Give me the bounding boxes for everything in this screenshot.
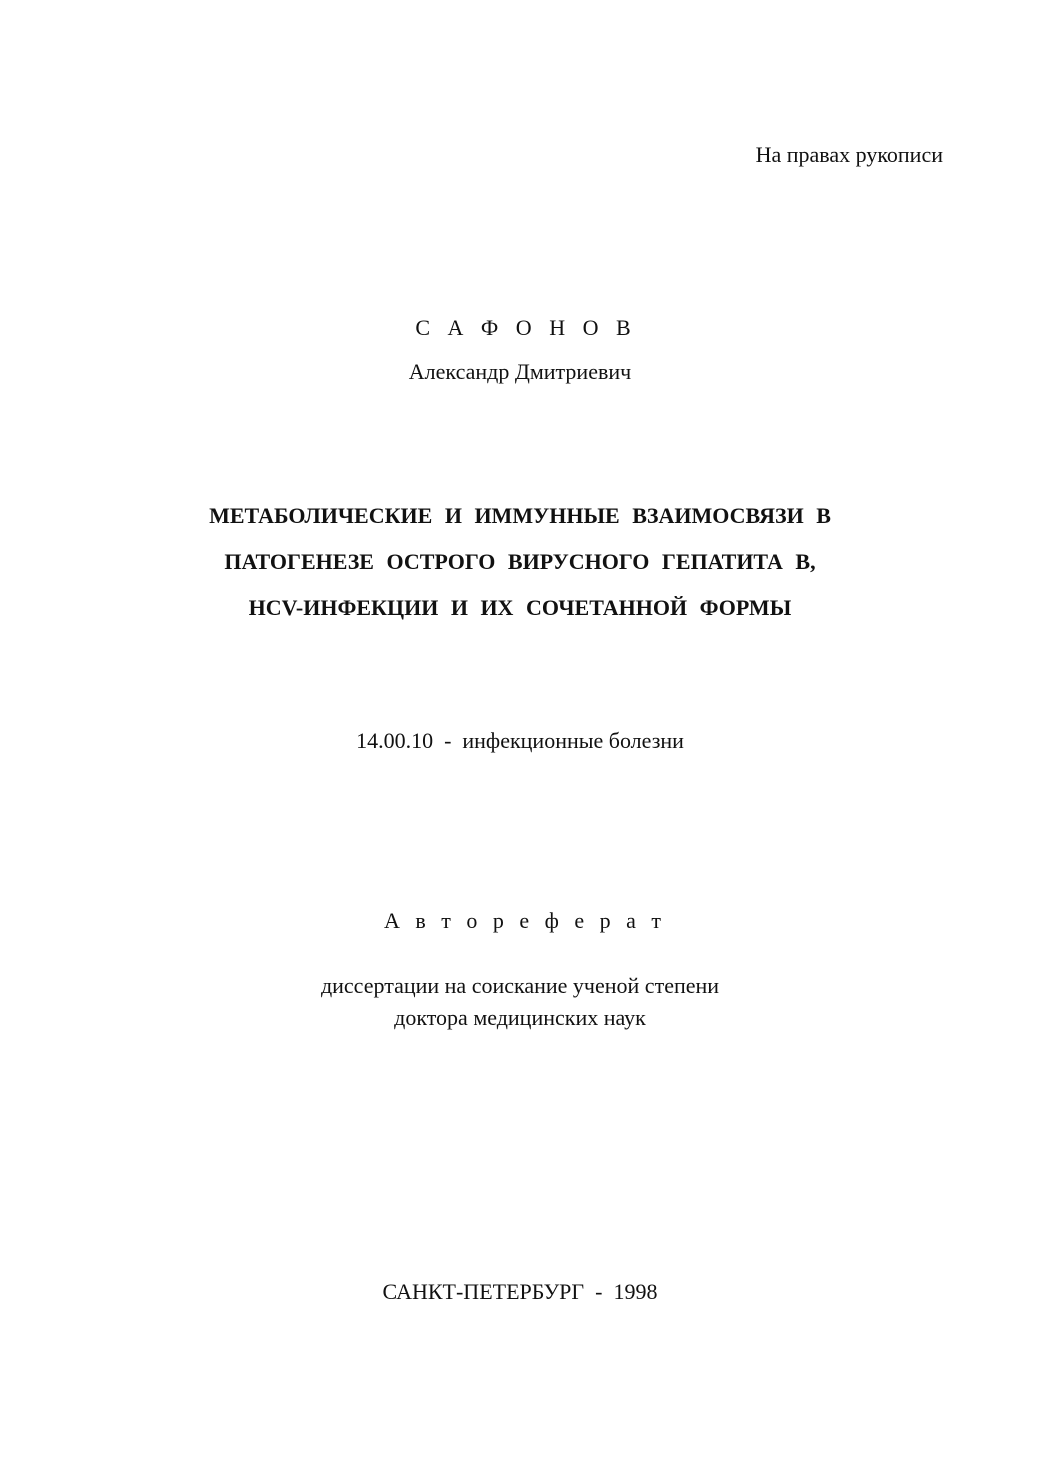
degree-line: доктора медицинских наук — [394, 1005, 646, 1030]
city-year: САНКТ-ПЕТЕРБУРГ - 1998 — [382, 1279, 658, 1304]
specialty-text: 14.00.10 - инфекционные болезни — [356, 728, 684, 753]
degree-statement — [0, 970, 1040, 1034]
title-line: МЕТАБОЛИЧЕСКИЕ И ИММУННЫЕ ВЗАИМОСВЯЗИ В — [209, 503, 831, 528]
document-type: А в т о р е ф е р а т — [383, 908, 667, 933]
degree-line: диссертации на соискание ученой степени — [320, 973, 720, 998]
author-surname: С А Ф О Н О В — [415, 315, 637, 340]
author-given-names: Александр Дмитриевич — [408, 359, 632, 384]
rights-note: На правах рукописи — [755, 142, 943, 167]
title-line: ПАТОГЕНЕЗЕ ОСТРОГО ВИРУСНОГО ГЕПАТИТА В, — [224, 549, 816, 574]
specialty — [0, 728, 1040, 754]
dissertation-title — [0, 493, 1040, 631]
title-line: HCV-ИНФЕКЦИИ И ИХ СОЧЕТАННОЙ ФОРМЫ — [248, 595, 792, 620]
